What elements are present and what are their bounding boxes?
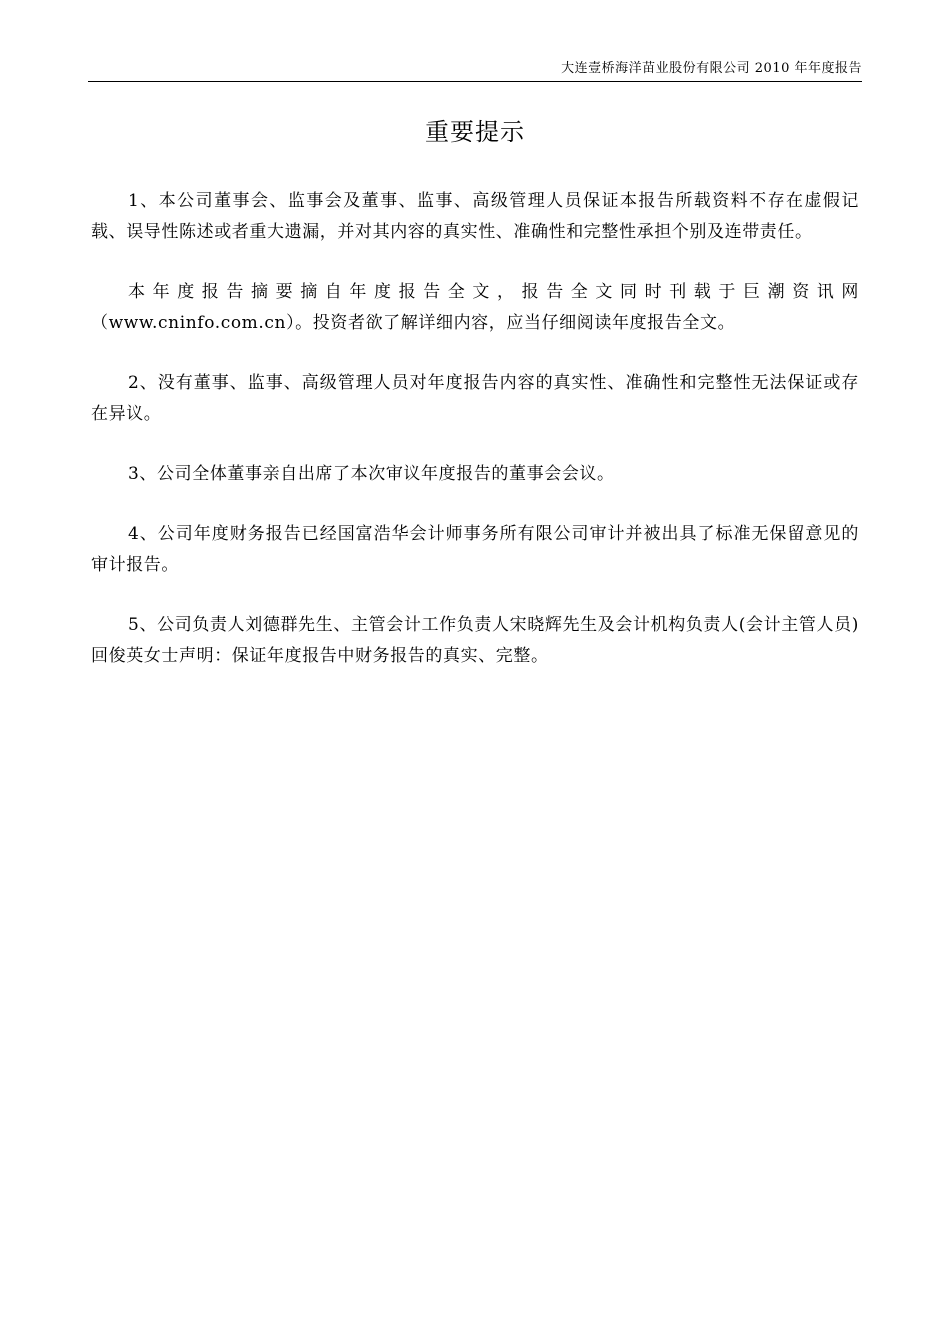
paragraph-2: 2、没有董事、监事、高级管理人员对年度报告内容的真实性、准确性和完整性无法保证或存在异议。 xyxy=(91,373,859,424)
document-body xyxy=(91,186,859,701)
paragraph-report-summary: 本年度报告摘要摘自年度报告全文，报告全文同时刊载于巨潮资讯网（www.cninfo.com.cn）。投资者欲了解详细内容，应当仔细阅读年度报告全文。 xyxy=(91,282,859,333)
paragraph-4: 4、公司年度财务报告已经国富浩华会计师事务所有限公司审计并被出具了标准无保留意见的审计报告。 xyxy=(91,524,859,575)
paragraph-5: 5、公司负责人刘德群先生、主管会计工作负责人宋晓辉先生及会计机构负责人(会计主管人员)回俊英女士声明：保证年度报告中财务报告的真实、完整。 xyxy=(91,615,859,666)
page-title: 重要提示 xyxy=(425,118,525,146)
paragraph-3: 3、公司全体董事亲自出席了本次审议年度报告的董事会会议。 xyxy=(128,464,615,484)
header-rule xyxy=(88,81,862,82)
paragraph-1: 1、本公司董事会、监事会及董事、监事、高级管理人员保证本报告所载资料不存在虚假记载、误导性陈述或者重大遗漏，并对其内容的真实性、准确性和完整性承担个别及连带责任。 xyxy=(91,191,859,242)
page-header: 大连壹桥海洋苗业股份有限公司 2010 年年度报告 xyxy=(561,61,862,76)
